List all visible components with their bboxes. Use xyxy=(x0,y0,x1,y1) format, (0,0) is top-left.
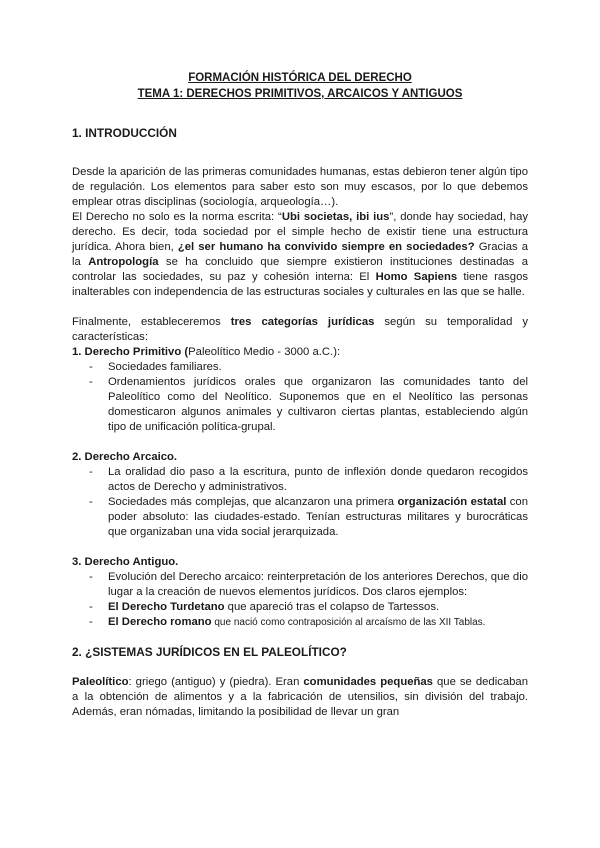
paragraph-paleolitico: Paleolítico: griego (antiguo) y (piedra). Eran comunidades pequeñas que se dedicaban a la obtención de alimentos y a la fabricación de utensilios, sin división del trabajo. Además, eran nómadas, limitando la posibilidad de llevar un gran xyxy=(72,676,528,718)
category-heading-antiguo: 3. Derecho Antiguo. xyxy=(72,556,179,568)
list-item: - Ordenamientos jurídicos orales que organizaron las comunidades tanto del Paleolítico como del Neolítico. Suponemos que en el Neolítico las personas domesticaron algunos animales y cultivaron ciertas plantas, estableciendo algún tipo de unificación política-grupal. xyxy=(72,375,528,435)
list-item: - Sociedades más complejas, que alcanzaron una primera organización estatal con poder absoluto: las ciudades-estado. Tenían estructuras militares y burocráticas que organizaban una vida social jerarquizada. xyxy=(72,495,528,540)
document-subtitle: TEMA 1: DERECHOS PRIMITIVOS, ARCAICOS Y ANTIGUOS xyxy=(137,88,463,100)
list-derecho-antiguo xyxy=(72,570,528,630)
list-item: - La oralidad dio paso a la escritura, punto de inflexión donde quedaron recogidos actos de Derecho y administrativos. xyxy=(72,465,528,495)
section-heading-introduccion: 1. INTRODUCCIÓN xyxy=(72,126,177,140)
paragraph-intro: Desde la aparición de las primeras comunidades humanas, estas debieron tener algún tipo de regulación. Los elementos para saber esto son muy escasos, por lo que debemos emplear otras disciplinas (sociología, arqueología…). xyxy=(72,166,528,208)
category-heading-primitivo: 1. Derecho Primitivo (Paleolítico Medio - 3000 a.C.): xyxy=(72,346,341,358)
list-item: - Sociedades familiares. xyxy=(72,360,528,375)
list-item: - Evolución del Derecho arcaico: reinterpretación de los anteriores Derechos, que dio lugar a la creación de nuevos elementos jurídicos. Dos claros ejemplos: xyxy=(72,570,528,600)
list-derecho-primitivo xyxy=(72,360,528,435)
paragraph-categorias: Finalmente, estableceremos tres categorías jurídicas según su temporalidad y características: xyxy=(72,316,528,343)
list-item: - El Derecho romano que nació como contraposición al arcaísmo de las XII Tablas. xyxy=(72,615,528,630)
document-page xyxy=(72,70,528,720)
section-heading-paleolitico: 2. ¿SISTEMAS JURÍDICOS EN EL PALEOLÍTICO? xyxy=(72,645,347,659)
document-title: FORMACIÓN HISTÓRICA DEL DERECHO xyxy=(188,72,412,84)
list-derecho-arcaico xyxy=(72,465,528,540)
category-heading-arcaico: 2. Derecho Arcaico. xyxy=(72,451,178,463)
paragraph-ubi-societas: El Derecho no solo es la norma escrita: “Ubi societas, ibi ius”, donde hay sociedad, hay derecho. Es decir, toda sociedad por el simple hecho de existir tiene una estructura jurídica. Ahora bien, ¿el ser humano ha convivido siempre en sociedades? Gracias a la Antropología se ha concluido que siempre existieron instituciones destinadas a controlar las sociedades, su paz y cohesión interna: El Homo Sapiens tiene rasgos inalterables con independencia de las estructuras sociales y culturales en las que se halle. xyxy=(72,211,529,298)
list-item: - El Derecho Turdetano que apareció tras el colapso de Tartessos. xyxy=(72,600,528,615)
